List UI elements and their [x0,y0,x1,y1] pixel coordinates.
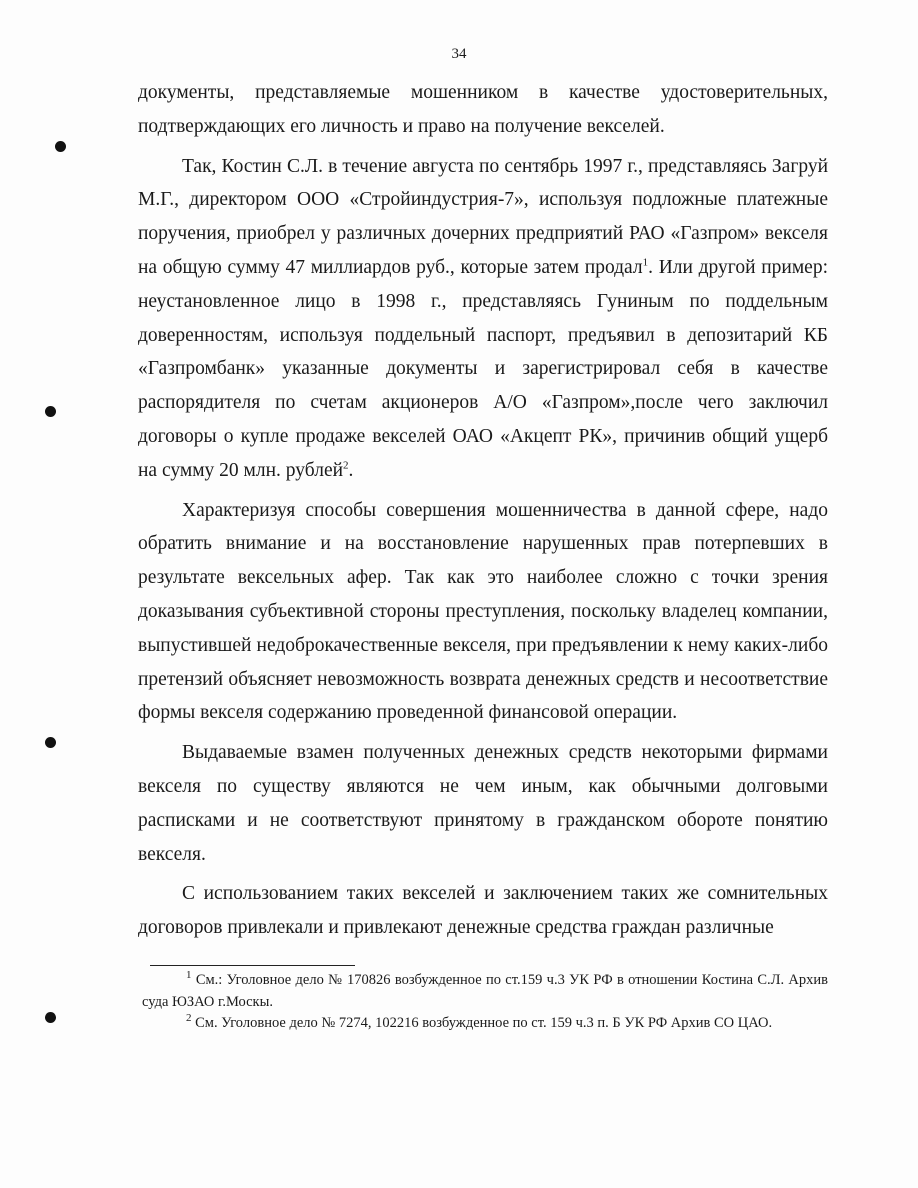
paragraph-5: С использованием таких векселей и заключением таких же сомнительных договоров привлекали и привлекают денежные средства граждан различные [138,883,828,939]
footnote-2 [142,1013,828,1035]
paragraph-4: Выдаваемые взамен полученных денежных средств некоторыми фирмами векселя по существу являются не чем иным, как обычными долговыми расписками и не соответствуют принятому в гражданском обороте понятию векселя. [138,742,828,865]
footnote-ref-2: 2 [343,459,349,472]
binding-hole-mark [45,1012,56,1023]
footnote-mark: 2 [186,1012,192,1025]
footnote-mark: 1 [186,969,192,982]
paragraph-1: документы, представляемые мошенником в качестве удостоверительных, подтверждающих его личность и право на получение векселей. [138,82,828,137]
paragraph-2-part-1: Так, Костин С.Л. в течение августа по сентябрь 1997 г., представляясь Загруй М.Г., директором ООО «Стройиндустрия-7», используя подложные платежные поручения, приобрел у различных дочерних предприятий РАО «Газпром» векселя на общую сумму 47 миллиардов руб., которые затем продал [138,155,828,278]
footnote-text: См.: Уголовное дело № 170826 возбужденное по ст.159 ч.3 УК РФ в отношении Костина С.Л. Архив суда ЮЗАО г.Москы. [142,972,829,1010]
paragraph-3: Характеризуя способы совершения мошенничества в данной сфере, надо обратить внимание и на восстановление нарушенных прав потерпевших в результате вексельных афер. Так как это наиболее сложно с точки зрения доказывания субъективной стороны преступления, поскольку владелец компании, выпустившей недоброкачественные векселя, при предъявлении к нему каких-либо претензий объясняет невозможность возврата денежных средств и несоответствие формы векселя содержанию проведенной финансовой операции. [138,499,828,724]
footnote-text: См. Уголовное дело № 7274, 102216 возбужденное по ст. 159 ч.3 п. Б УК РФ Архив СО ЦАО. [195,1015,773,1031]
binding-hole-mark [45,406,56,417]
sentence-end: . [648,256,653,278]
footnote-ref-1: 1 [642,256,649,269]
body-text [138,76,828,945]
footnote-1 [142,970,828,1013]
binding-hole-mark [45,737,56,748]
footnote-divider [150,965,355,966]
paragraph-2-part-2: Или другой пример: неустановленное лицо в 1998 г., представляясь Гуниным по поддельным доверенностям, используя поддельный паспорт, предъявил в депозитарий КБ «Газпромбанк» указанные документы и зарегистрировал себя в качестве распорядителя по счетам акционеров А/О «Газпром»,после чего заключил договоры о купле продаже векселей ОАО «Акцепт РК», причинив общий ущерб на сумму 20 млн. рублей [138,256,828,481]
binding-hole-mark [55,141,66,152]
footnotes [142,970,828,1035]
page-number: 34 [451,46,467,62]
paragraph-2 [138,150,828,488]
sentence-end: . [348,459,354,481]
